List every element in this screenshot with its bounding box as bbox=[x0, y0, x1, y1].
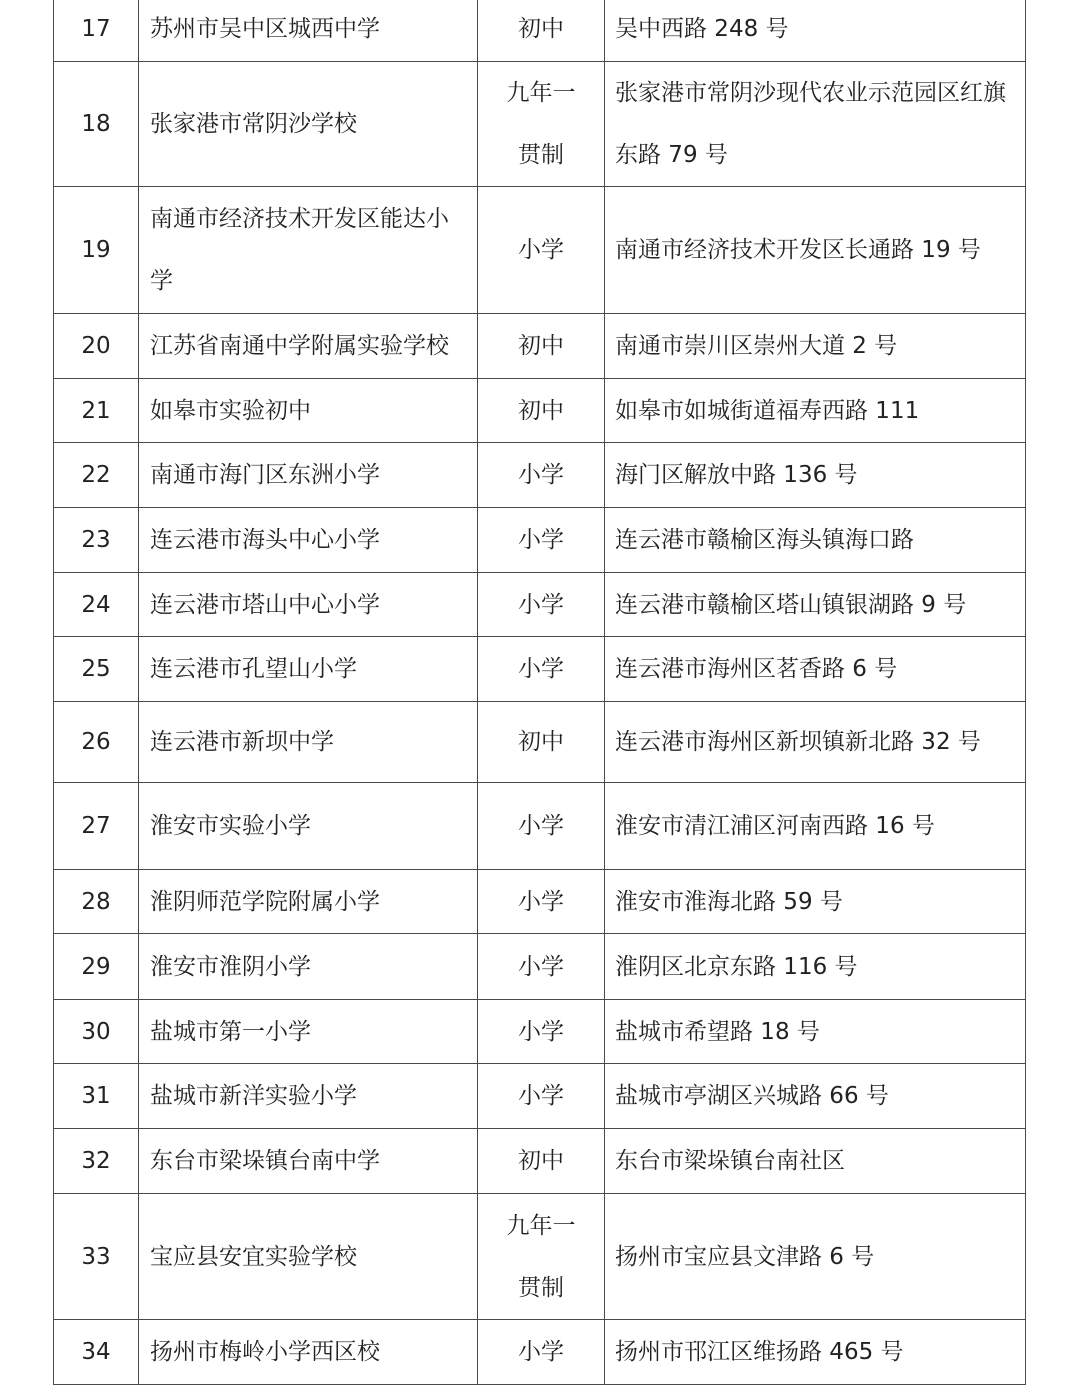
school-address: 淮安市淮海北路 59 号 bbox=[615, 888, 843, 915]
table-row bbox=[54, 1129, 1026, 1194]
school-name-cell bbox=[139, 508, 478, 573]
school-level: 小学 bbox=[518, 237, 564, 263]
school-name: 连云港市孔望山小学 bbox=[150, 656, 357, 682]
school-number-cell bbox=[54, 314, 139, 379]
school-address-cell bbox=[605, 934, 1026, 1000]
school-number-cell bbox=[54, 870, 139, 934]
school-level: 初中 bbox=[518, 333, 564, 359]
school-address: 连云港市赣榆区塔山镇银湖路 9 号 bbox=[615, 591, 967, 618]
school-name-cell bbox=[139, 379, 478, 443]
table-row bbox=[54, 62, 1026, 187]
school-name-cell bbox=[139, 783, 478, 870]
table-row bbox=[54, 783, 1026, 870]
school-level: 初中 bbox=[518, 1148, 564, 1174]
school-level-cell bbox=[478, 1064, 605, 1129]
school-name: 连云港市海头中心小学 bbox=[150, 527, 380, 553]
school-number-cell bbox=[54, 1194, 139, 1320]
school-level-cell bbox=[478, 637, 605, 702]
school-name: 苏州市吴中区城西中学 bbox=[150, 16, 380, 42]
school-table-body bbox=[54, 0, 1026, 1385]
school-level-cell bbox=[478, 702, 605, 783]
school-level: 小学 bbox=[518, 1018, 564, 1045]
school-number-cell bbox=[54, 1129, 139, 1194]
school-number-cell bbox=[54, 1000, 139, 1064]
school-name: 连云港市塔山中心小学 bbox=[150, 591, 380, 618]
school-address: 淮安市清江浦区河南西路 16 号 bbox=[615, 813, 935, 839]
school-level: 初中 bbox=[518, 729, 564, 755]
table-row bbox=[54, 870, 1026, 934]
table-row bbox=[54, 573, 1026, 637]
school-address: 盐城市亭湖区兴城路 66 号 bbox=[615, 1083, 889, 1109]
school-address: 海门区解放中路 136 号 bbox=[615, 462, 858, 488]
table-row bbox=[54, 187, 1026, 314]
school-address: 南通市崇川区崇州大道 2 号 bbox=[615, 333, 898, 359]
school-address: 连云港市赣榆区海头镇海口路 bbox=[615, 527, 914, 553]
school-number-cell bbox=[54, 934, 139, 1000]
school-list-sheet bbox=[53, 0, 1025, 1385]
school-number: 28 bbox=[81, 888, 111, 915]
school-name: 淮阴师范学院附属小学 bbox=[150, 888, 380, 915]
school-number: 34 bbox=[81, 1339, 111, 1365]
school-number: 27 bbox=[81, 813, 111, 839]
school-level: 小学 bbox=[518, 462, 564, 488]
school-name: 南通市经济技术开发区能达小学 bbox=[150, 206, 449, 294]
school-address: 南通市经济技术开发区长通路 19 号 bbox=[615, 237, 981, 263]
table-row bbox=[54, 0, 1026, 62]
school-address-cell bbox=[605, 187, 1026, 314]
school-level-cell bbox=[478, 1129, 605, 1194]
school-address-cell bbox=[605, 783, 1026, 870]
school-level-cell bbox=[478, 443, 605, 508]
school-name: 淮安市淮阴小学 bbox=[150, 953, 311, 980]
school-name-cell bbox=[139, 1064, 478, 1129]
school-name: 扬州市梅岭小学西区校 bbox=[150, 1339, 380, 1365]
school-level-cell bbox=[478, 508, 605, 573]
school-address-cell bbox=[605, 314, 1026, 379]
school-level-cell bbox=[478, 1194, 605, 1320]
table-row bbox=[54, 443, 1026, 508]
school-address-cell bbox=[605, 508, 1026, 573]
school-number-cell bbox=[54, 1320, 139, 1385]
school-name-cell bbox=[139, 187, 478, 314]
school-number: 18 bbox=[81, 111, 111, 137]
school-address-cell bbox=[605, 1320, 1026, 1385]
school-level-cell bbox=[478, 934, 605, 1000]
school-name-cell bbox=[139, 870, 478, 934]
school-name: 张家港市常阴沙学校 bbox=[150, 111, 357, 137]
school-number: 25 bbox=[81, 656, 111, 682]
school-address: 张家港市常阴沙现代农业示范园区红旗东路 79 号 bbox=[615, 80, 1006, 168]
school-number-cell bbox=[54, 637, 139, 702]
school-number-cell bbox=[54, 1064, 139, 1129]
school-level: 小学 bbox=[518, 527, 564, 553]
school-number: 24 bbox=[81, 591, 111, 618]
school-address: 扬州市邗江区维扬路 465 号 bbox=[615, 1339, 904, 1365]
school-address-cell bbox=[605, 573, 1026, 637]
school-address: 吴中西路 248 号 bbox=[615, 16, 789, 42]
school-number: 21 bbox=[81, 397, 111, 424]
school-number-cell bbox=[54, 702, 139, 783]
school-number: 22 bbox=[81, 462, 111, 488]
school-number-cell bbox=[54, 379, 139, 443]
school-name: 盐城市第一小学 bbox=[150, 1018, 311, 1045]
school-level: 小学 bbox=[518, 591, 564, 618]
school-address-cell bbox=[605, 62, 1026, 187]
school-level-cell bbox=[478, 573, 605, 637]
school-number-cell bbox=[54, 573, 139, 637]
school-name-cell bbox=[139, 637, 478, 702]
school-name: 盐城市新洋实验小学 bbox=[150, 1083, 357, 1109]
table-row bbox=[54, 1064, 1026, 1129]
school-name-cell bbox=[139, 1320, 478, 1385]
school-level-cell bbox=[478, 314, 605, 379]
school-number: 23 bbox=[81, 527, 111, 553]
school-address: 淮阴区北京东路 116 号 bbox=[615, 953, 858, 980]
school-address-cell bbox=[605, 443, 1026, 508]
school-address-cell bbox=[605, 870, 1026, 934]
school-level-cell bbox=[478, 1320, 605, 1385]
school-number-cell bbox=[54, 783, 139, 870]
school-level-cell bbox=[478, 783, 605, 870]
school-table bbox=[53, 0, 1026, 1385]
school-level-cell bbox=[478, 1000, 605, 1064]
school-address: 东台市梁垛镇台南社区 bbox=[615, 1148, 845, 1174]
school-name-cell bbox=[139, 314, 478, 379]
table-row bbox=[54, 508, 1026, 573]
school-number: 20 bbox=[81, 333, 111, 359]
school-number: 30 bbox=[81, 1018, 111, 1045]
school-name: 宝应县安宜实验学校 bbox=[150, 1243, 357, 1270]
school-address-cell bbox=[605, 637, 1026, 702]
school-address-cell bbox=[605, 1194, 1026, 1320]
school-number-cell bbox=[54, 0, 139, 62]
school-number: 26 bbox=[81, 729, 111, 755]
school-name-cell bbox=[139, 62, 478, 187]
school-number: 32 bbox=[81, 1148, 111, 1174]
table-row bbox=[54, 637, 1026, 702]
school-name-cell bbox=[139, 1000, 478, 1064]
school-level: 小学 bbox=[518, 656, 564, 682]
school-name-cell bbox=[139, 573, 478, 637]
school-level-cell bbox=[478, 187, 605, 314]
school-address: 连云港市海州区新坝镇新北路 32 号 bbox=[615, 729, 981, 755]
school-name-cell bbox=[139, 443, 478, 508]
school-name-cell bbox=[139, 1194, 478, 1320]
school-level-cell bbox=[478, 0, 605, 62]
school-address-cell bbox=[605, 0, 1026, 62]
school-level-cell bbox=[478, 870, 605, 934]
school-address: 盐城市希望路 18 号 bbox=[615, 1018, 820, 1045]
school-number-cell bbox=[54, 443, 139, 508]
school-address-cell bbox=[605, 379, 1026, 443]
school-name: 江苏省南通中学附属实验学校 bbox=[150, 333, 449, 359]
school-level: 九年一贯制 bbox=[506, 80, 576, 168]
school-address-cell bbox=[605, 1129, 1026, 1194]
school-level: 小学 bbox=[518, 1083, 564, 1109]
school-name-cell bbox=[139, 0, 478, 62]
school-number: 19 bbox=[81, 237, 111, 263]
school-number: 31 bbox=[81, 1083, 111, 1109]
school-level-cell bbox=[478, 62, 605, 187]
school-name-cell bbox=[139, 934, 478, 1000]
school-address: 扬州市宝应县文津路 6 号 bbox=[615, 1243, 875, 1270]
school-level: 小学 bbox=[518, 1339, 564, 1365]
table-row bbox=[54, 1320, 1026, 1385]
school-address: 如皋市如城街道福寿西路 111 bbox=[615, 397, 920, 424]
school-level: 初中 bbox=[518, 16, 564, 42]
table-row bbox=[54, 1000, 1026, 1064]
school-number-cell bbox=[54, 187, 139, 314]
school-name-cell bbox=[139, 1129, 478, 1194]
school-address-cell bbox=[605, 1064, 1026, 1129]
table-row bbox=[54, 379, 1026, 443]
table-row bbox=[54, 702, 1026, 783]
school-number: 17 bbox=[81, 16, 111, 42]
school-level-cell bbox=[478, 379, 605, 443]
school-level: 九年一贯制 bbox=[506, 1212, 576, 1301]
school-name: 东台市梁垛镇台南中学 bbox=[150, 1148, 380, 1174]
school-number-cell bbox=[54, 62, 139, 187]
school-name-cell bbox=[139, 702, 478, 783]
school-address-cell bbox=[605, 1000, 1026, 1064]
school-level: 小学 bbox=[518, 888, 564, 915]
table-row bbox=[54, 1194, 1026, 1320]
school-number: 33 bbox=[81, 1243, 111, 1270]
school-number: 29 bbox=[81, 953, 111, 980]
school-name: 淮安市实验小学 bbox=[150, 813, 311, 839]
school-name: 如皋市实验初中 bbox=[150, 397, 311, 424]
school-name: 连云港市新坝中学 bbox=[150, 729, 334, 755]
school-name: 南通市海门区东洲小学 bbox=[150, 462, 380, 488]
school-level: 小学 bbox=[518, 813, 564, 839]
school-number-cell bbox=[54, 508, 139, 573]
school-address-cell bbox=[605, 702, 1026, 783]
school-address: 连云港市海州区茗香路 6 号 bbox=[615, 656, 898, 682]
table-row bbox=[54, 314, 1026, 379]
school-level: 小学 bbox=[518, 953, 564, 980]
table-row bbox=[54, 934, 1026, 1000]
school-level: 初中 bbox=[518, 397, 564, 424]
